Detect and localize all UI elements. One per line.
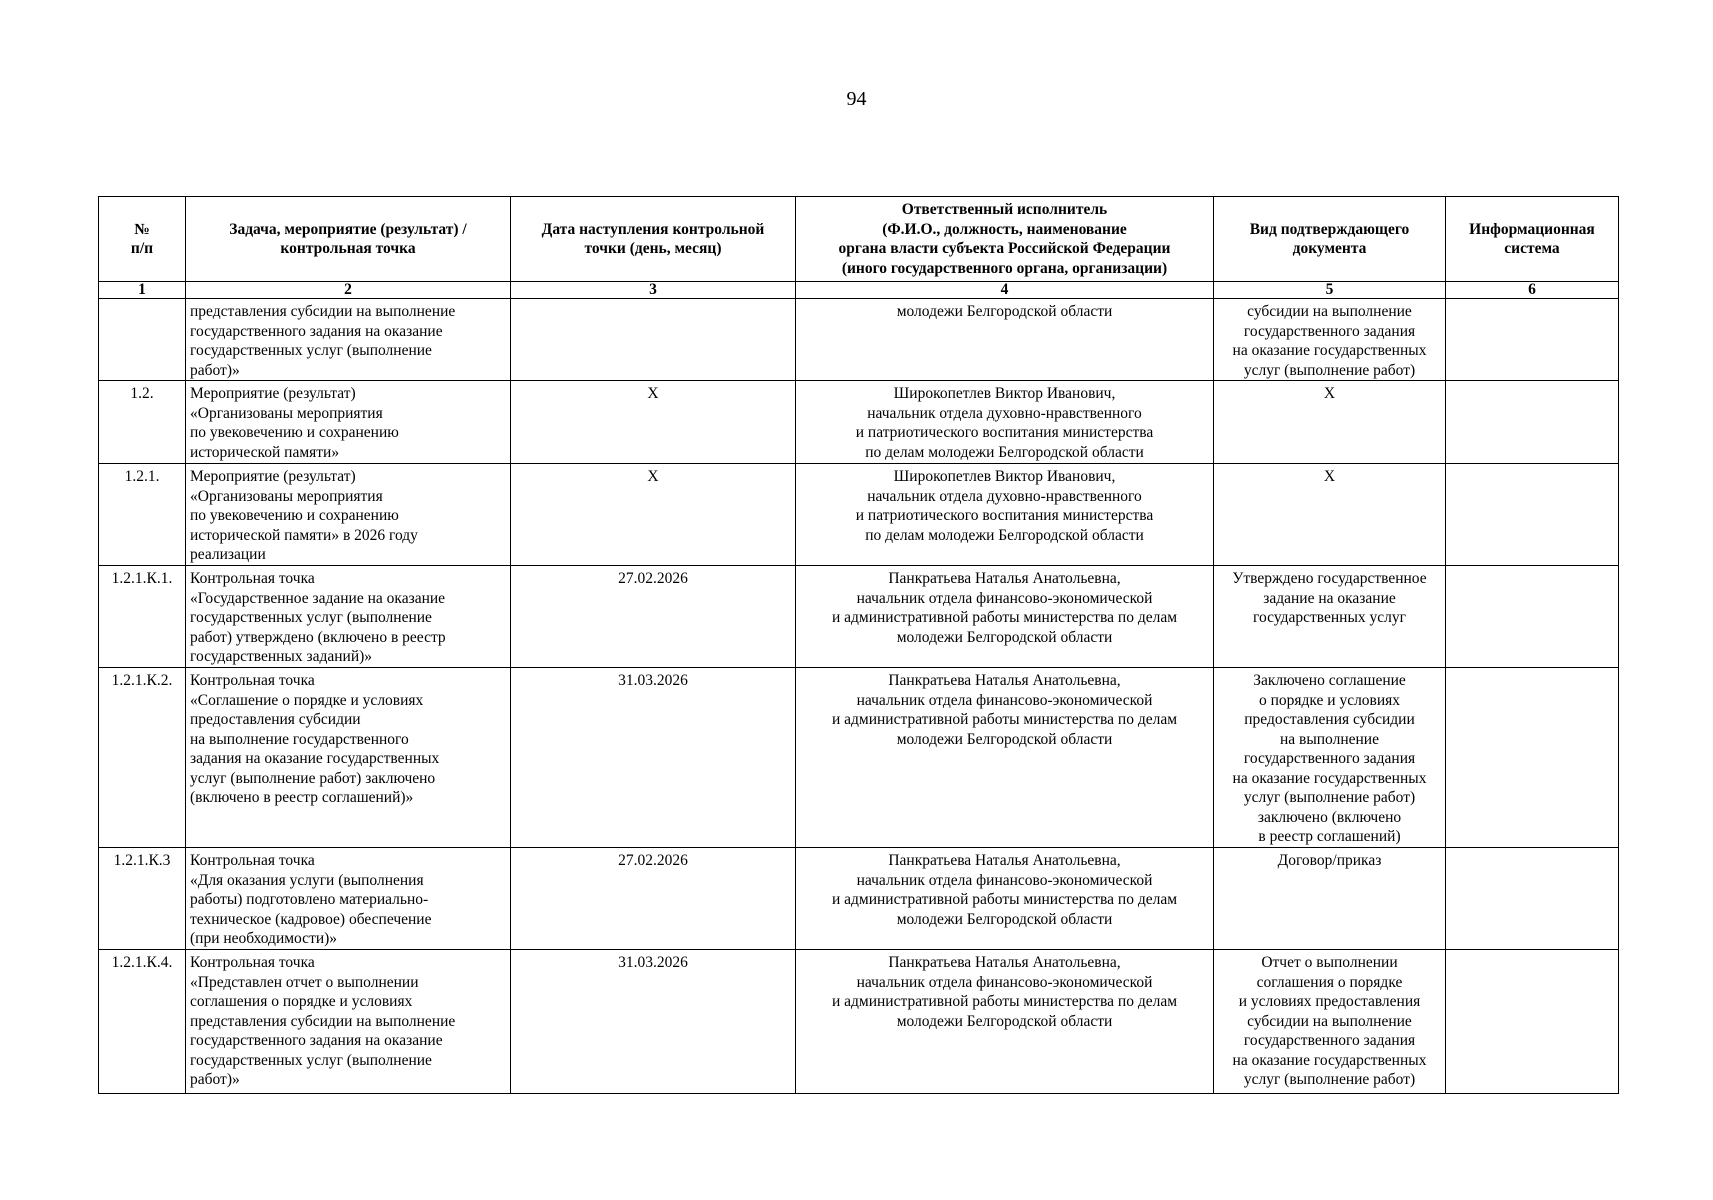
row-date: X	[511, 381, 796, 464]
row-task: Мероприятие (результат) «Организованы мероприятия по увековечению и сохранению исторической памяти» в 2026 году реализации	[186, 464, 511, 566]
row-document: субсидии на выполнение государственного задания на оказание государственных услуг (выполнение работ)	[1214, 299, 1446, 381]
row-task: Контрольная точка «Соглашение о порядке и условиях предоставления субсидии на выполнение государственного задания на оказание государственных услуг (выполнение работ) заключено (включено в реестр соглашений)»	[186, 668, 511, 848]
header-row	[99, 197, 1619, 282]
row-date	[511, 299, 796, 381]
row-system	[1446, 848, 1619, 950]
row-number: 1.2.1.	[99, 464, 186, 566]
column-number: 2	[186, 282, 511, 299]
table-row	[99, 464, 1619, 566]
row-number: 1.2.1.К.4.	[99, 950, 186, 1094]
column-number: 4	[796, 282, 1214, 299]
row-document: Отчет о выполнении соглашения о порядке и условиях предоставления субсидии на выполнение государственного задания на оказание государственных услуг (выполнение работ)	[1214, 950, 1446, 1094]
row-number: 1.2.1.К.3	[99, 848, 186, 950]
row-system	[1446, 566, 1619, 668]
table-row	[99, 950, 1619, 1094]
row-system	[1446, 464, 1619, 566]
column-number: 6	[1446, 282, 1619, 299]
row-date: 27.02.2026	[511, 848, 796, 950]
row-number: 1.2.1.К.1.	[99, 566, 186, 668]
header-responsible: Ответственный исполнитель (Ф.И.О., должность, наименование органа власти субъекта Российской Федерации (иного государственного органа, организации)	[796, 197, 1214, 282]
row-document: Договор/приказ	[1214, 848, 1446, 950]
row-responsible: молодежи Белгородской области	[796, 299, 1214, 381]
column-number: 1	[99, 282, 186, 299]
row-task: Контрольная точка «Государственное задание на оказание государственных услуг (выполнение работ) утверждено (включено в реестр государственных заданий)»	[186, 566, 511, 668]
row-system	[1446, 950, 1619, 1094]
row-task: Мероприятие (результат) «Организованы мероприятия по увековечению и сохранению исторической памяти»	[186, 381, 511, 464]
page-number: 94	[846, 88, 867, 110]
row-task: Контрольная точка «Представлен отчет о выполнении соглашения о порядке и условиях представления субсидии на выполнение государственного задания на оказание государственных услуг (выполнение работ)»	[186, 950, 511, 1094]
row-date: 31.03.2026	[511, 668, 796, 848]
table-row	[99, 299, 1619, 381]
row-number: 1.2.	[99, 381, 186, 464]
header-task: Задача, мероприятие (результат) / контрольная точка	[186, 197, 511, 282]
row-system	[1446, 299, 1619, 381]
table-row	[99, 381, 1619, 464]
row-system	[1446, 668, 1619, 848]
row-responsible: Широкопетлев Виктор Иванович, начальник отдела духовно-нравственного и патриотического воспитания министерства по делам молодежи Белгородской области	[796, 381, 1214, 464]
row-task: представления субсидии на выполнение государственного задания на оказание государственных услуг (выполнение работ)»	[186, 299, 511, 381]
header-system: Информационная система	[1446, 197, 1619, 282]
row-document: X	[1214, 464, 1446, 566]
row-responsible: Панкратьева Наталья Анатольевна, начальник отдела финансово-экономической и административной работы министерства по делам молодежи Белгородской области	[796, 668, 1214, 848]
row-document: Заключено соглашение о порядке и условиях предоставления субсидии на выполнение государственного задания на оказание государственных услуг (выполнение работ) заключено (включено в реестр соглашений)	[1214, 668, 1446, 848]
row-responsible: Панкратьева Наталья Анатольевна, начальник отдела финансово-экономической и административной работы министерства по делам молодежи Белгородской области	[796, 848, 1214, 950]
row-responsible: Панкратьева Наталья Анатольевна, начальник отдела финансово-экономической и административной работы министерства по делам молодежи Белгородской области	[796, 950, 1214, 1094]
table-row	[99, 566, 1619, 668]
row-document: X	[1214, 381, 1446, 464]
column-number: 3	[511, 282, 796, 299]
row-task: Контрольная точка «Для оказания услуги (выполнения работы) подготовлено материально- техническое (кадровое) обеспечение (при необходимости)»	[186, 848, 511, 950]
header-number: № п/п	[99, 197, 186, 282]
header-document: Вид подтверждающего документа	[1214, 197, 1446, 282]
column-number: 5	[1214, 282, 1446, 299]
row-date: 31.03.2026	[511, 950, 796, 1094]
row-system	[1446, 381, 1619, 464]
row-number	[99, 299, 186, 381]
row-responsible: Широкопетлев Виктор Иванович, начальник отдела духовно-нравственного и патриотического воспитания министерства по делам молодежи Белгородской области	[796, 464, 1214, 566]
row-document: Утверждено государственное задание на оказание государственных услуг	[1214, 566, 1446, 668]
row-number: 1.2.1.К.2.	[99, 668, 186, 848]
row-date: 27.02.2026	[511, 566, 796, 668]
table-row	[99, 668, 1619, 848]
row-responsible: Панкратьева Наталья Анатольевна, начальник отдела финансово-экономической и административной работы министерства по делам молодежи Белгородской области	[796, 566, 1214, 668]
row-date: X	[511, 464, 796, 566]
header-date: Дата наступления контрольной точки (день, месяц)	[511, 197, 796, 282]
table-row	[99, 848, 1619, 950]
control-points-table	[98, 196, 1619, 1094]
column-number-row	[99, 282, 1619, 299]
